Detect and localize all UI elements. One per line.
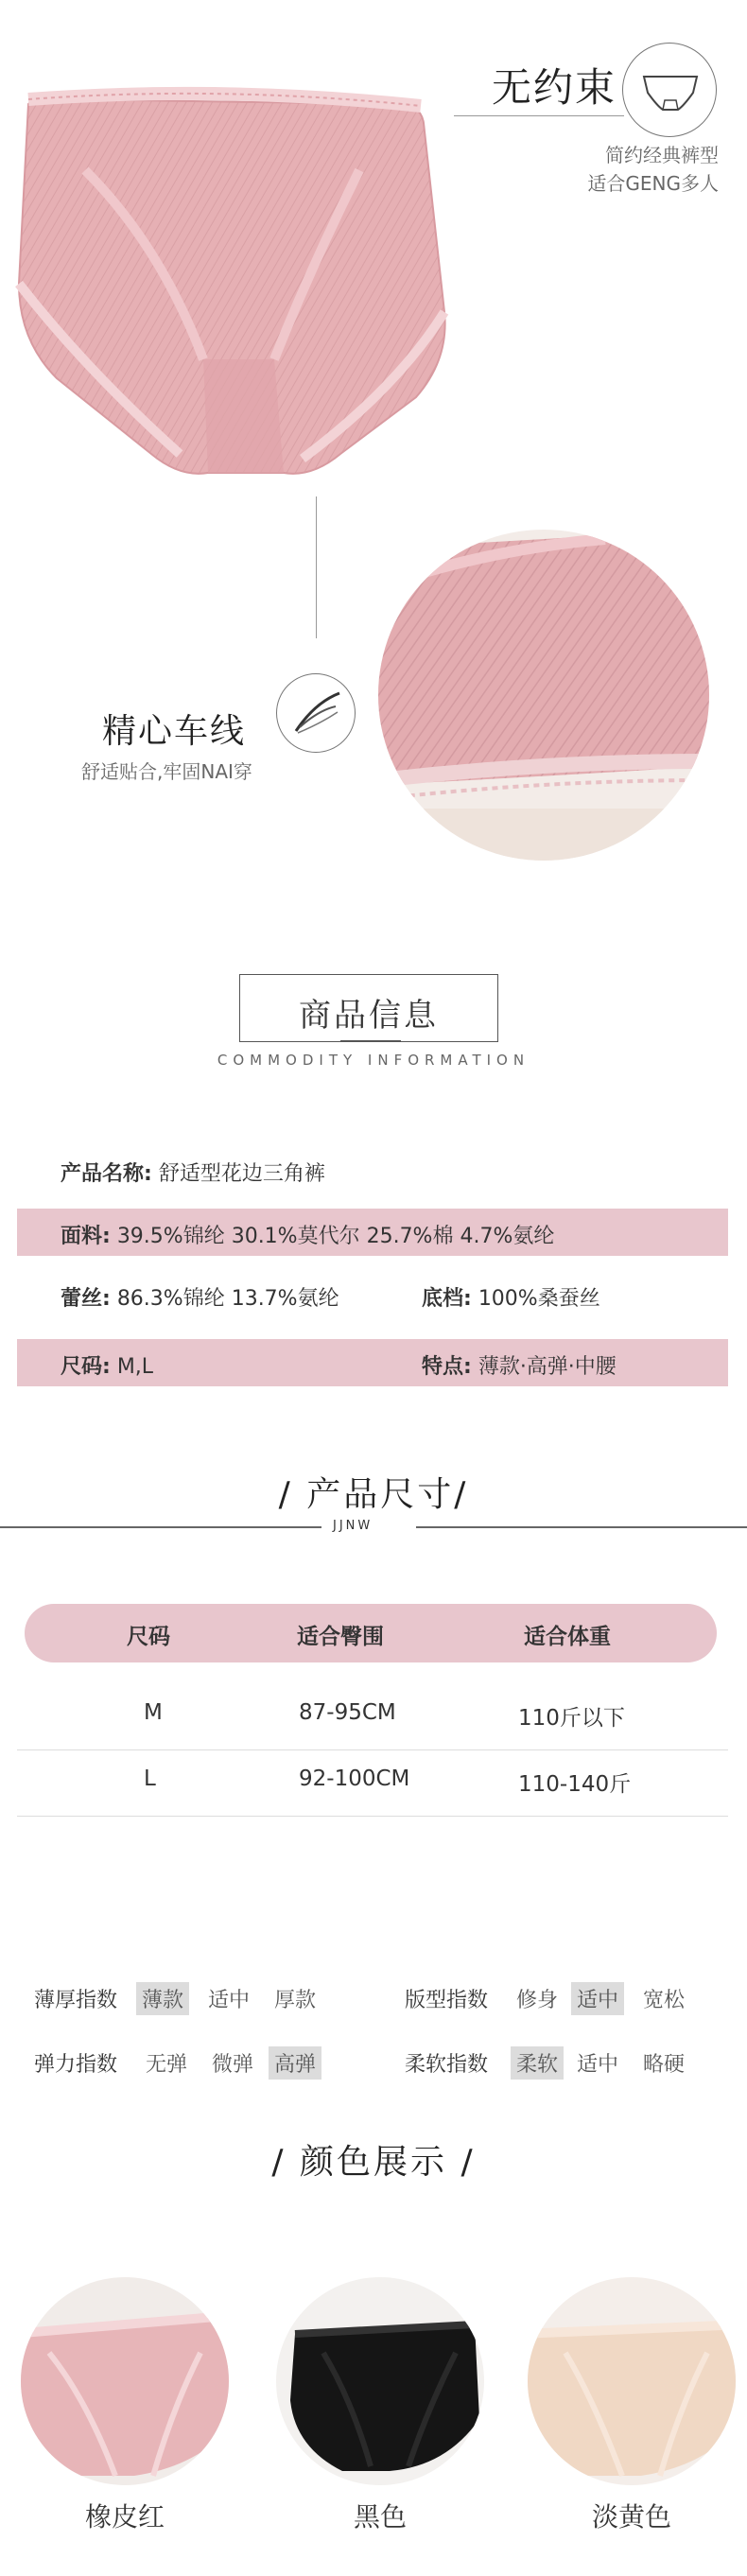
size-header-hip: 适合臀围 xyxy=(297,1625,384,1649)
feature-label: 特点: xyxy=(422,1355,472,1379)
fabric-row xyxy=(61,1220,554,1249)
fit-option-loose: 宽松 xyxy=(643,1989,686,2012)
thickness-index-label: 薄厚指数 xyxy=(34,1989,118,2012)
briefs-outline-icon xyxy=(622,43,717,137)
table-row-divider xyxy=(17,1749,728,1750)
size-right-line xyxy=(416,1526,747,1528)
size-cell-l: L xyxy=(144,1767,156,1791)
size-label: 尺码: xyxy=(61,1355,111,1379)
hero-section xyxy=(0,0,747,955)
product-name-label: 产品名称: xyxy=(61,1162,152,1186)
size-section-title: / 产品尺寸/ xyxy=(278,1475,469,1514)
lace-value: 86.3%锦纶 13.7%氨纶 xyxy=(116,1287,339,1311)
product-name-row xyxy=(61,1157,325,1187)
thickness-option-thick: 厚款 xyxy=(274,1989,317,2012)
color-name-beige: 淡黄色 xyxy=(591,2501,671,2532)
crotch-label: 底档: xyxy=(422,1287,472,1311)
brand-mark: JJNW xyxy=(333,1519,374,1533)
size-cell-l-weight: 110-140斤 xyxy=(518,1772,632,1797)
thickness-option-thin: 薄款 xyxy=(136,1982,189,2015)
info-subtitle-en: COMMODITY INFORMATION xyxy=(142,1052,605,1069)
hero-subtitle-2: 适合GENG多人 xyxy=(587,172,719,195)
elastic-option-high: 高弹 xyxy=(269,2046,321,2080)
size-value: M,L xyxy=(116,1355,154,1379)
size-cell-m-weight: 110斤以下 xyxy=(518,1706,625,1731)
crotch-row xyxy=(422,1282,600,1312)
product-image-briefs xyxy=(0,0,473,511)
hero-title: 无约束 xyxy=(492,64,617,111)
crotch-value: 100%桑蚕丝 xyxy=(478,1287,600,1311)
divider-line xyxy=(454,115,624,116)
feature-value: 薄款·高弹·中腰 xyxy=(478,1355,617,1379)
softness-option-firm: 略硬 xyxy=(643,2053,686,2077)
fit-option-slim: 修身 xyxy=(516,1989,559,2012)
connector-line xyxy=(316,496,317,638)
feature-row xyxy=(422,1350,617,1380)
fabric-closeup-image xyxy=(378,530,709,861)
info-title: 商品信息 xyxy=(299,997,439,1035)
thickness-option-medium: 适中 xyxy=(208,1989,251,2012)
fabric-value: 39.5%锦纶 30.1%莫代尔 25.7%棉 4.7%氨纶 xyxy=(116,1225,555,1248)
color-name-pink: 橡皮红 xyxy=(84,2501,165,2532)
lace-label: 蕾丝: xyxy=(61,1287,111,1311)
info-underline xyxy=(340,1040,401,1042)
table-row-divider xyxy=(17,1816,728,1817)
product-name-value: 舒适型花边三角裤 xyxy=(158,1162,325,1186)
size-cell-m: M xyxy=(144,1700,163,1725)
softness-index-label: 柔软指数 xyxy=(405,2053,489,2077)
color-swatch-black xyxy=(276,2277,484,2485)
hero-subtitle-1: 简约经典裤型 xyxy=(605,144,719,166)
color-swatch-beige xyxy=(528,2277,736,2485)
size-row xyxy=(61,1350,153,1380)
softness-option-soft: 柔软 xyxy=(511,2046,564,2080)
color-swatch-pink xyxy=(21,2277,229,2485)
fabric-label: 面料: xyxy=(61,1225,111,1248)
needle-thread-icon xyxy=(276,673,356,753)
color-name-black: 黑色 xyxy=(353,2501,407,2532)
lace-row xyxy=(61,1282,339,1312)
size-left-line xyxy=(0,1526,321,1528)
stitch-title: 精心车线 xyxy=(102,712,247,751)
color-section-title: / 颜色展示 / xyxy=(271,2143,476,2182)
size-cell-m-hip: 87-95CM xyxy=(299,1700,396,1725)
size-cell-l-hip: 92-100CM xyxy=(299,1767,410,1791)
fit-index-label: 版型指数 xyxy=(405,1989,489,2012)
elastic-index-label: 弹力指数 xyxy=(34,2053,118,2077)
elastic-option-none: 无弹 xyxy=(146,2053,188,2077)
size-header-weight: 适合体重 xyxy=(524,1625,611,1649)
softness-option-medium: 适中 xyxy=(577,2053,619,2077)
size-header-size: 尺码 xyxy=(127,1625,170,1649)
stitch-subtitle: 舒适贴合,牢固NAI穿 xyxy=(81,760,252,783)
elastic-option-slight: 微弹 xyxy=(212,2053,254,2077)
fit-option-regular: 适中 xyxy=(571,1982,624,2015)
